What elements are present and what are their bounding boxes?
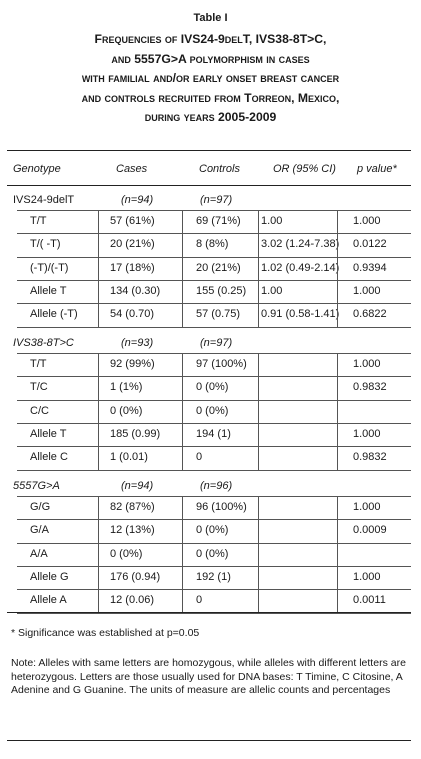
header-cases: Cases [116, 163, 148, 175]
table-cell-genotype: A/A [30, 547, 48, 560]
table-cell-genotype: Allele T [30, 427, 67, 440]
column-divider [258, 496, 259, 613]
header-p-value: p value* [357, 163, 397, 175]
table-cell-genotype: G/G [30, 501, 51, 513]
table-cell-or: 3.02 (1.24-7.38) [261, 238, 340, 251]
table-cell-controls: 155 (0.25) [196, 284, 247, 297]
table-cell-controls: 0 (0%) [196, 404, 229, 417]
table-cell-controls: 57 (0.75) [196, 308, 241, 321]
header-or: OR (95% CI) [273, 163, 336, 175]
table-cell-p: 1.000 [353, 570, 381, 583]
column-divider [98, 496, 99, 613]
table-cell-cases: 176 (0.94) [110, 570, 161, 583]
header-genotype: Genotype [13, 163, 61, 175]
table-cell-genotype: T/( -T) [30, 238, 61, 251]
row-separator [17, 519, 411, 520]
column-divider [258, 353, 259, 470]
column-divider [182, 210, 183, 327]
table-cell-p: 0.6822 [353, 308, 387, 321]
end-rule [7, 740, 411, 741]
table-cell-or: 0.91 (0.58-1.41) [261, 308, 340, 321]
column-divider [337, 496, 338, 613]
caption-line: with familial and/or early onset breast cancer [81, 71, 340, 85]
table-cell-genotype: T/C [30, 381, 48, 394]
table-cell-cases: 0 (0%) [110, 547, 143, 560]
caption-line: and controls recruited from Torreon, Mexico, [81, 90, 340, 105]
table-cell-controls: 0 [196, 451, 203, 464]
footnote: * Significance was established at p=0.05 [11, 627, 200, 639]
row-separator [17, 496, 411, 497]
table-cell-controls: 96 (100%) [196, 501, 247, 513]
table-cell-cases: 57 (61%) [110, 215, 155, 227]
table-cell-cases: 17 (18%) [110, 261, 155, 274]
header-controls: Controls [199, 163, 240, 175]
section-cases-n: (n=93) [121, 337, 154, 349]
table-cell-genotype: T/T [30, 358, 47, 370]
table-cell-cases: 134 (0.30) [110, 284, 161, 297]
column-divider [337, 210, 338, 327]
table-label: Table I [193, 12, 228, 24]
row-separator [17, 280, 411, 281]
table-cell-cases: 92 (99%) [110, 358, 155, 370]
bottom-rule [7, 612, 411, 613]
column-divider [182, 353, 183, 470]
table-cell-p: 0.0009 [353, 524, 387, 537]
row-separator [17, 589, 411, 590]
table-cell-or: 1.00 [261, 215, 283, 227]
table-cell-genotype: Allele A [30, 594, 67, 607]
table-cell-cases: 1 (1%) [110, 381, 143, 394]
row-separator [17, 400, 411, 401]
table-cell-p: 0.0122 [353, 238, 387, 251]
table-cell-controls: 192 (1) [196, 570, 231, 583]
table-cell-genotype: Allele T [30, 284, 67, 297]
column-divider [182, 496, 183, 613]
top-rule [7, 150, 411, 151]
row-separator [17, 423, 411, 424]
column-divider [98, 353, 99, 470]
caption-line: during years 2005-2009 [144, 110, 277, 124]
table-cell-genotype: Allele G [30, 570, 69, 583]
table-note: Note: Alleles with same letters are homozygous, while alleles with different letters are heterozygous. Letters are those usually used for DNA bases: T Timine, C Citosine, A Adenine and G Guanine. The units of measure are allelic counts and percentages [11, 657, 406, 696]
section-controls-n: (n=96) [200, 480, 233, 492]
section-title: 5557G>A [13, 480, 60, 492]
table-cell-p: 0.9832 [353, 451, 387, 464]
table-cell-genotype: C/C [30, 404, 49, 417]
table-cell-cases: 12 (13%) [110, 524, 155, 537]
row-separator [17, 233, 411, 234]
row-separator [17, 446, 411, 447]
column-divider [258, 210, 259, 327]
caption-line: and 5557G>A polymorphism in cases [111, 51, 310, 66]
section-cases-n: (n=94) [121, 194, 154, 206]
table-cell-p: 1.000 [353, 501, 381, 513]
section-controls-n: (n=97) [200, 337, 233, 349]
table-caption [10, 30, 411, 128]
section-title: IVS24-9delT [13, 194, 75, 206]
table-cell-genotype: T/T [30, 215, 47, 227]
row-separator [17, 327, 411, 328]
row-separator [17, 376, 411, 377]
table-cell-genotype: G/A [30, 524, 49, 537]
column-divider [98, 210, 99, 327]
table-cell-or: 1.02 (0.49-2.14) [261, 261, 340, 274]
table-cell-cases: 12 (0.06) [110, 594, 155, 607]
table-cell-p: 0.9394 [353, 261, 387, 274]
table-cell-controls: 0 (0%) [196, 381, 229, 394]
table-cell-controls: 8 (8%) [196, 238, 229, 251]
header-rule [7, 185, 411, 186]
table-cell-cases: 1 (0.01) [110, 451, 148, 464]
row-separator [17, 210, 411, 211]
section-cases-n: (n=94) [121, 480, 154, 492]
section-title: IVS38-8T>C [13, 337, 74, 349]
caption-line: Frequencies of IVS24-9delT, IVS38-8T>C, [94, 32, 327, 46]
row-separator [17, 470, 411, 471]
row-separator [17, 566, 411, 567]
table-cell-p: 0.0011 [353, 594, 386, 607]
table-cell-cases: 185 (0.99) [110, 427, 161, 440]
table-cell-p: 1.000 [353, 215, 381, 227]
table-cell-cases: 82 (87%) [110, 501, 155, 513]
table-cell-controls: 0 (0%) [196, 547, 229, 560]
table-cell-p: 1.000 [353, 427, 381, 440]
table-cell-cases: 54 (0.70) [110, 308, 155, 321]
row-separator [17, 303, 411, 304]
table-cell-cases: 0 (0%) [110, 404, 143, 417]
table-cell-cases: 20 (21%) [110, 238, 155, 251]
section-controls-n: (n=97) [200, 194, 233, 206]
column-divider [337, 353, 338, 470]
table-cell-controls: 0 (0%) [196, 524, 229, 537]
table-cell-genotype: (-T)/(-T) [30, 261, 69, 274]
table-cell-controls: 69 (71%) [196, 215, 241, 227]
table-cell-p: 1.000 [353, 284, 381, 297]
table-cell-p: 1.000 [353, 358, 381, 370]
table-cell-controls: 0 [196, 594, 203, 607]
table-cell-or: 1.00 [261, 284, 283, 297]
row-separator [17, 543, 411, 544]
table-cell-controls: 20 (21%) [196, 261, 241, 274]
table-cell-p: 0.9832 [353, 381, 387, 394]
table-cell-controls: 194 (1) [196, 427, 231, 440]
table-cell-genotype: Allele C [30, 451, 68, 464]
table-cell-controls: 97 (100%) [196, 358, 247, 370]
table-cell-genotype: Allele (-T) [30, 308, 78, 321]
row-separator [17, 353, 411, 354]
row-separator [17, 257, 411, 258]
